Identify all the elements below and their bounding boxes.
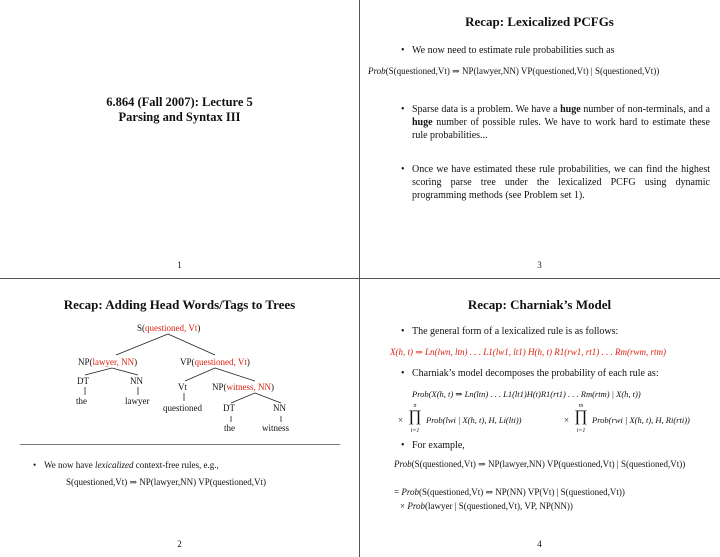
tree-word-lawyer: lawyer bbox=[125, 396, 150, 406]
product-lower: i=1 bbox=[576, 428, 586, 434]
node-label: S( bbox=[137, 323, 146, 333]
example-rule: S(questioned,Vt) ⇒ NP(lawyer,NN) VP(questioned,Vt) bbox=[66, 477, 266, 487]
node-head: questioned, Vt bbox=[145, 323, 198, 333]
emphasis-lexicalized: lexicalized bbox=[95, 460, 134, 470]
tree-word-the: the bbox=[76, 396, 87, 406]
prob-label: Prob bbox=[407, 501, 425, 511]
equation-decomposition-line1: Prob(X(h, t) ⇒ Ln(ltn) . . . L1(lt1)H(t)R1(rt1) . . . Rm(rtm) | X(h, t)) bbox=[412, 389, 641, 399]
node-label: ) bbox=[197, 323, 201, 333]
tree-node-vt: Vt bbox=[178, 382, 187, 392]
product-right-term: Prob(rwi | X(h, t), H, Ri(rti)) bbox=[592, 415, 690, 425]
product-upper-m: m bbox=[578, 403, 584, 409]
equation-text: (S(questioned,Vt) ⇒ NP(lawyer,NN) VP(questioned,Vt) | S(questioned,Vt)) bbox=[385, 66, 660, 76]
example-prob-line2 bbox=[394, 487, 625, 498]
bold-huge: huge bbox=[412, 117, 433, 128]
bullet-for-example bbox=[412, 439, 465, 452]
node-head: questioned, Vt bbox=[194, 357, 247, 367]
node-label: ) bbox=[271, 382, 275, 392]
bullet-sparse bbox=[412, 103, 710, 142]
slide-title: Recap: Lexicalized PCFGs bbox=[465, 14, 614, 29]
node-label: NP( bbox=[78, 357, 93, 367]
lecture-title-line1: 6.864 (Fall 2007): Lecture 5 bbox=[106, 95, 253, 109]
prob-label: Prob bbox=[401, 487, 419, 497]
page-number: 3 bbox=[537, 260, 542, 270]
prob-label: Prob bbox=[368, 66, 386, 76]
bullet-decomposition bbox=[412, 367, 659, 380]
bullet-text: Once we have estimated these rule probabilities, we can find the highest scoring parse tree under the lexicalized PCFG using dynamic programming methods (see Problem set 1). bbox=[412, 164, 710, 201]
slide-2 bbox=[0, 279, 359, 557]
tree-node-vp bbox=[180, 357, 250, 367]
bullet-general-form bbox=[412, 325, 618, 338]
equation-prob bbox=[368, 66, 659, 77]
bullet-text: number of non-terminals, and a bbox=[580, 104, 710, 115]
lecture-title-line2: Parsing and Syntax III bbox=[118, 110, 241, 124]
bullet-dynamic-programming bbox=[412, 163, 710, 202]
node-label: NP( bbox=[212, 382, 227, 392]
slide-title: Recap: Adding Head Words/Tags to Trees bbox=[63, 297, 296, 312]
node-label: VP( bbox=[180, 357, 195, 367]
tree-node-s bbox=[137, 323, 200, 333]
example-prob-line3 bbox=[400, 501, 573, 511]
section-rule bbox=[20, 444, 340, 445]
bullet-text: context-free rules, e.g., bbox=[133, 460, 219, 470]
equation-decomposition-line2 bbox=[398, 403, 698, 435]
page-number: 4 bbox=[537, 539, 542, 549]
times-symbol: × bbox=[398, 415, 404, 425]
node-head: witness, NN bbox=[226, 382, 272, 392]
times-symbol: × bbox=[400, 501, 408, 511]
tree-node-nn2: NN bbox=[273, 403, 286, 413]
tree-node-np bbox=[78, 357, 137, 367]
slide-title: Recap: Charniak’s Model bbox=[467, 297, 612, 312]
slide-3 bbox=[360, 0, 719, 278]
equation-text: (S(questioned,Vt) ⇒ NP(NN) VP(Vt) | S(questioned,Vt)) bbox=[419, 487, 625, 497]
node-label: ) bbox=[246, 357, 250, 367]
bullet-text: We now have bbox=[44, 460, 96, 470]
bullet-text: Charniak’s model decomposes the probability of each rule as: bbox=[412, 368, 659, 379]
bullet-estimate bbox=[412, 44, 707, 57]
bullet-text: For example, bbox=[412, 440, 465, 451]
slide-1 bbox=[0, 0, 359, 278]
bullet-text: The general form of a lexicalized rule is as follows: bbox=[412, 326, 619, 337]
product-left-term: Prob(lwi | X(h, t), H, Li(lti)) bbox=[426, 415, 522, 425]
tree-node-nn: NN bbox=[130, 376, 143, 386]
tree-node-dt: DT bbox=[77, 376, 89, 386]
equation-text: (lawyer | S(questioned,Vt), VP, NP(NN)) bbox=[425, 501, 573, 511]
tree-word-witness: witness bbox=[262, 423, 289, 433]
bullet-text: number of possible rules. We have to work hard to estimate these rule probabilities... bbox=[412, 117, 710, 141]
bold-huge: huge bbox=[560, 104, 581, 115]
equation-text: (S(questioned,Vt) ⇒ NP(lawyer,NN) VP(questioned,Vt) | S(questioned,Vt)) bbox=[411, 459, 686, 469]
tree-word-questioned: questioned bbox=[163, 403, 202, 413]
page-number: 2 bbox=[177, 539, 182, 549]
product-lower: i=1 bbox=[410, 428, 420, 434]
product-symbol: ∏ bbox=[574, 408, 588, 425]
equals-symbol: = bbox=[394, 487, 402, 497]
tree-node-dt2: DT bbox=[223, 403, 235, 413]
product-upper-n: n bbox=[413, 403, 417, 409]
tree-word-the2: the bbox=[224, 423, 235, 433]
bullet-text: We now need to estimate rule probabilities such as bbox=[412, 45, 615, 56]
node-label: ) bbox=[134, 357, 138, 367]
prob-label: Prob bbox=[394, 459, 412, 469]
lecture-title bbox=[0, 95, 359, 125]
page-number: 1 bbox=[177, 260, 182, 270]
node-head: lawyer, NN bbox=[92, 357, 135, 367]
equation-general-rule: X(h, t) ⇒ Ln(lwn, ltn) . . . L1(lw1, lt1) H(h, t) R1(rw1, rt1) . . . Rm(rwm, rtm) bbox=[390, 347, 667, 357]
slide-4 bbox=[360, 279, 719, 557]
product-symbol: ∏ bbox=[408, 408, 422, 425]
bullet-text: Sparse data is a problem. We have a bbox=[412, 104, 561, 115]
tree-node-np2 bbox=[212, 382, 274, 392]
example-prob-line1 bbox=[394, 459, 685, 470]
bullet-lexicalized bbox=[44, 459, 219, 472]
times-symbol: × bbox=[564, 415, 570, 425]
